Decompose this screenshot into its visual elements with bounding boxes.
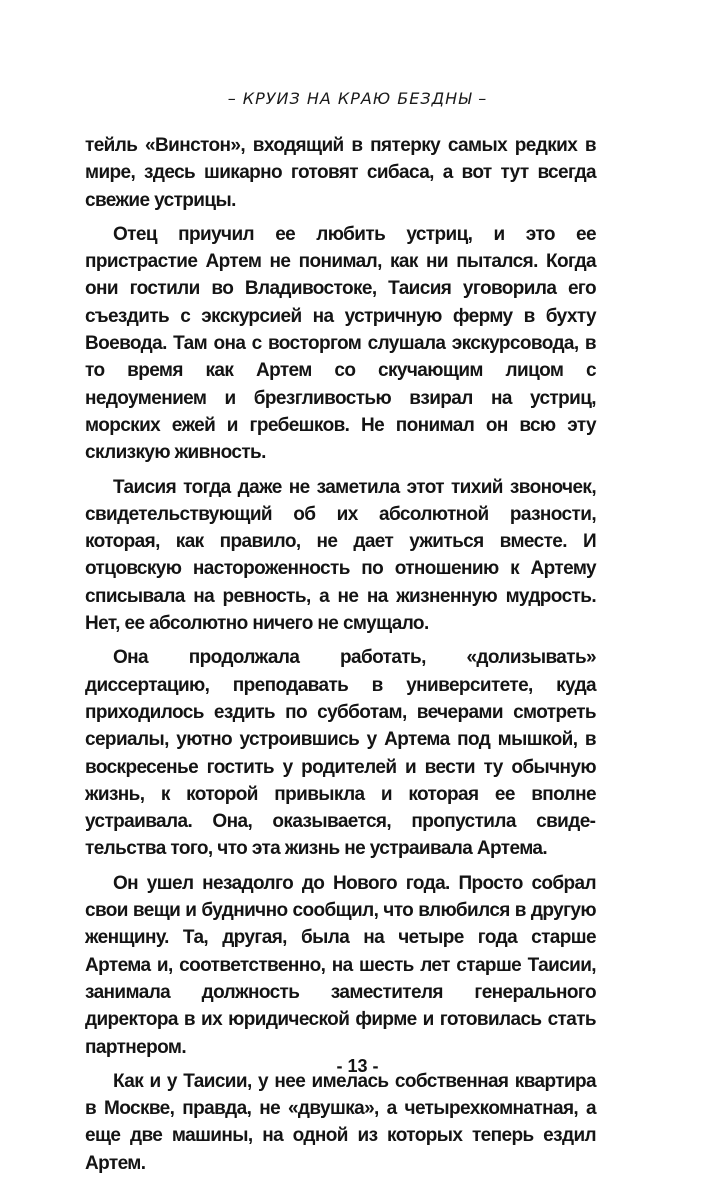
running-title: – КРУИЗ НА КРАЮ БЕЗДНЫ – <box>227 89 488 108</box>
page-number: - 13 - <box>336 1056 379 1076</box>
paragraph: тейль «Винстон», входящий в пятерку самых редких в мире, здесь шикарно готовят сибаса, а вот тут всегда свежие устрицы. <box>85 135 596 211</box>
paragraph: Он ушел незадолго до Нового года. Просто собрал свои вещи и буднично сообщил, что влюбился в другую женщину. Та, другая, была на четыре года старше Артема и, соответственно, на шесть лет старше Таисии, занимала должность заместителя генерального директора в их юридической фирме и готовилась стать партнером. <box>85 872 596 1058</box>
paragraph: Как и у Таисии, у нее имелась собственная квартира в Москве, правда, не «двушка», а четырехкомнатная, а еще две машины, на одной из которых теперь ездил Артем. <box>85 1070 596 1174</box>
paragraph: Она продолжала работать, «долизывать» диссертацию, преподавать в университете, куда приходилось ездить по субботам, вечерами смотреть сериалы, уютно устроившись у Артема под мышкой, в воскресенье гостить у родителей и вести ту обычную жизнь, к которой привыкла и которая ее вполне устраивала. Она, оказывается, пропустила свидетельства того, что эта жизнь не устраивала Артема. <box>85 647 596 860</box>
body-text <box>85 132 596 1177</box>
paragraph: Отец приучил ее любить устриц, и это ее пристрастие Артем не понимал, как ни пытался. Когда они гостили во Владивостоке, Таисия уговорила его съездить с экскурсией на устричную ферму в бухту Воевода. Там она с восторгом слушала экскурсовода, в то время как Артем со скучающим лицом с недоумением и брезгливостью взирал на устриц, морских ежей и гребешков. Не понимал он всю эту склизкую живность. <box>85 223 596 464</box>
paragraph: Таисия тогда даже не заметила этот тихий звоночек, свидетельствующий об их абсолютной разности, которая, как правило, не дает ужиться вместе. И отцовскую настороженность по отношению к Артему списывала на ревность, а не на жизненную мудрость. Нет, ее абсолютно ничего не смущало. <box>85 476 596 635</box>
